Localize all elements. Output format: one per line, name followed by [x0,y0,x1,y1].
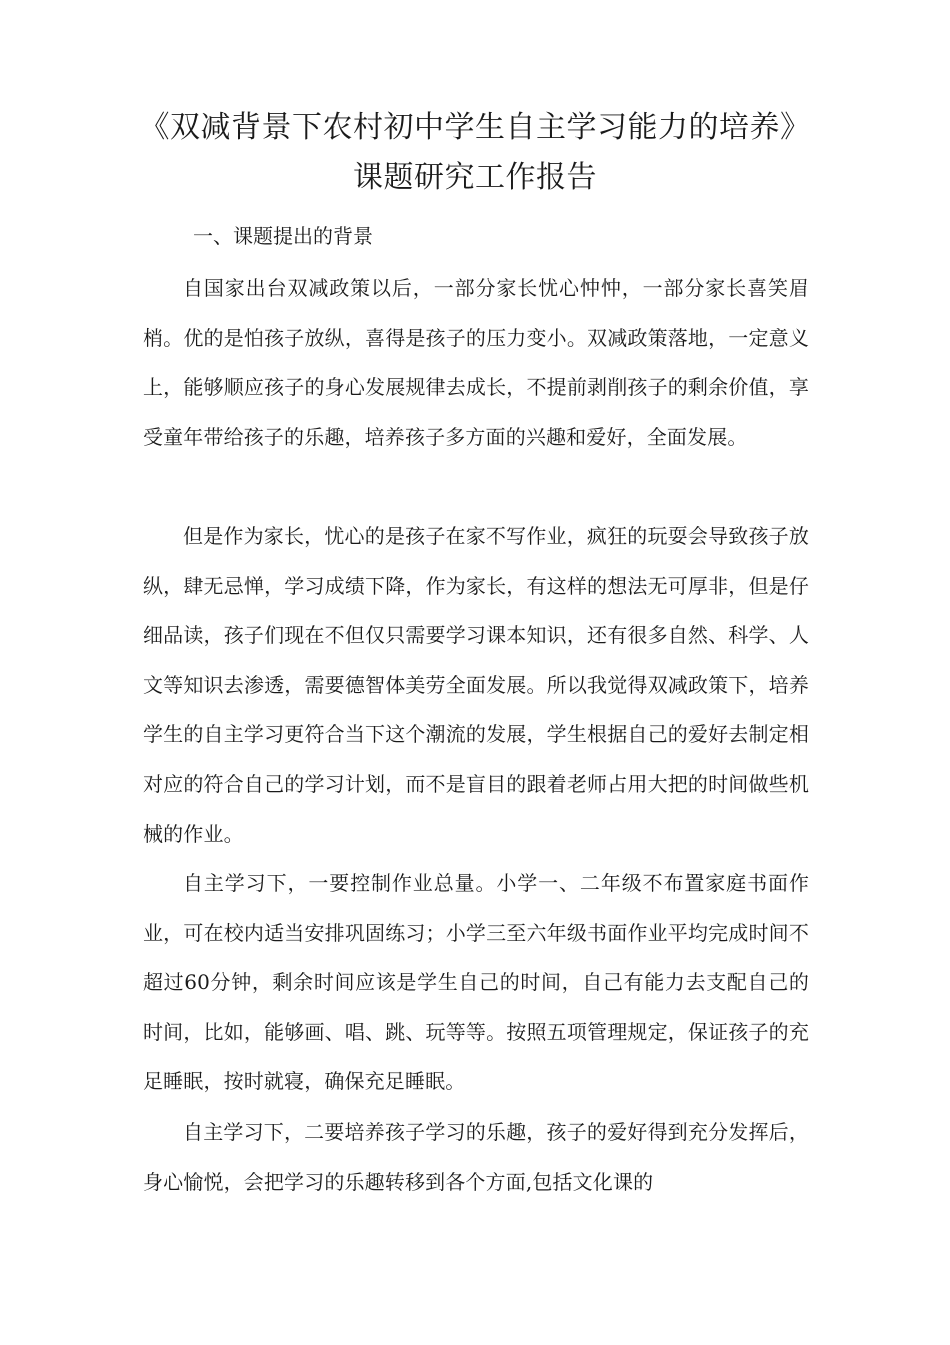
paragraph-3: 自主学习下，一要控制作业总量。小学一、二年级不布置家庭书面作业，可在校内适当安排巩固练习；小学三至六年级书面作业平均完成时间不超过60分钟，剩余时间应该是学生自己的时间，自己有能力去支配自己的时间，比如，能够画、唱、跳、玩等等。按照五项管理规定，保证孩子的充足睡眠，按时就寝，确保充足睡眠。 [143,871,809,1094]
paragraph-1: 自国家出台双减政策以后，一部分家长忧心忡忡，一部分家长喜笑眉梢。优的是怕孩子放纵，喜得是孩子的压力变小。双减政策落地，一定意义上，能够顺应孩子的身心发展规律去成长，不提前剥削孩子的剩余价值，享受童年带给孩子的乐趣，培养孩子多方面的兴趣和爱好，全面发展。 [143,276,809,449]
paragraph-4: 自主学习下，二要培养孩子学习的乐趣，孩子的爱好得到充分发挥后，身心愉悦，会把学习的乐趣转移到各个方面,包括文化课的 [143,1120,809,1194]
document-title-line-1: 《双减背景下农村初中学生自主学习能力的培养》 [139,110,811,145]
section-heading-background: 一、课题提出的背景 [193,224,373,248]
paragraph-2: 但是作为家长，忧心的是孩子在家不写作业，疯狂的玩耍会导致孩子放纵，肆无忌惮，学习成绩下降，作为家长，有这样的想法无可厚非，但是仔细品读，孩子们现在不但仅只需要学习课本知识，还有很多自然、科学、人文等知识去渗透，需要德智体美劳全面发展。所以我觉得双减政策下，培养学生的自主学习更符合当下这个潮流的发展，学生根据自己的爱好去制定相对应的符合自己的学习计划，而不是盲目的跟着老师占用大把的时间做些机械的作业。 [143,524,809,846]
document-title-line-2: 课题研究工作报告 [353,160,597,195]
